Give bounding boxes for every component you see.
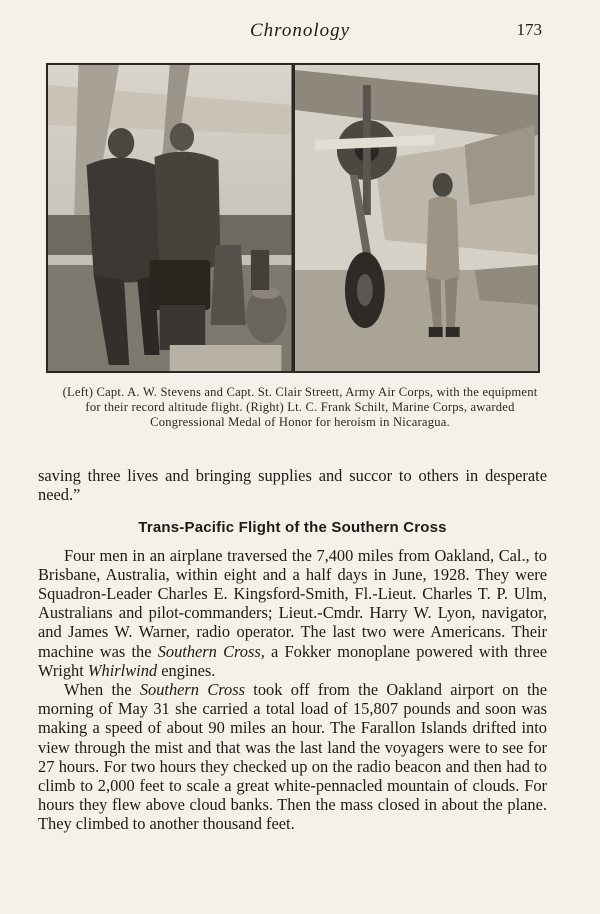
p2-text-c: took off from the Oakland airport on the morning of May 31 she carried a total load of 15,807 pounds and soon was making a speed of about 90 miles an hour. The Farallon Islands drifted into view through the mist and that was the last land the voyagers were to see for 27 hours. For two hours they checked up on the radio beacon and then had to climb to 2,000 feet to scale a great white-pennacled mountain of clouds. For hours they flew above cloud banks. Then the mass closed in about the plane. They climbed to another thousand feet. [38, 680, 548, 834]
figure-caption: (Left) Capt. A. W. Stevens and Capt. St. Clair Streett, Army Air Corps, with the equipment for their record altitude flight. (Right) Lt. C. Frank Schilt, Marine Corps, awarded Congressional Medal of Honor for heroism in Nicaragua. [62, 385, 538, 429]
continuation-paragraph: saving three lives and bringing supplies and succor to others in desperate need.” [38, 466, 547, 505]
p1-text-e: engines. [157, 660, 216, 680]
p1-ship-name: Southern Cross, [157, 641, 265, 661]
page-number: 173 [516, 20, 542, 39]
p1-text-a: Four men in an airplane traversed the 7,400 miles from Oakland, Cal., to Brisbane, Australia, within eight and a half days in June, 1928. They were Squadron-Leader Charles E. Kingsford-Smith, Fl.-Lieut. Charles T. P. Ulm, Australians and pilot-commanders; Lieut.-Cmdr. Harry W. Lyon, navigator, and James W. Warner, radio operator. The last two were Americans. Their machine was the [38, 545, 547, 661]
body-text [38, 466, 547, 834]
running-title: Chronology [249, 20, 351, 41]
paragraph-1 [38, 546, 547, 680]
photo-left-aviators-with-equipment [48, 65, 292, 371]
p2-text-a: When the [64, 680, 140, 700]
paragraph-2 [38, 680, 547, 834]
p1-text-c: a Fokker monoplane powered with three Wright [38, 641, 547, 680]
photo-right-schilt-with-airplane [295, 65, 539, 371]
photo-plate [46, 63, 540, 373]
section-heading: Trans-Pacific Flight of the Southern Cross [138, 519, 447, 537]
p2-ship-name: Southern Cross [139, 680, 245, 700]
page-header [0, 18, 600, 46]
p1-engine-name: Whirlwind [87, 660, 158, 680]
